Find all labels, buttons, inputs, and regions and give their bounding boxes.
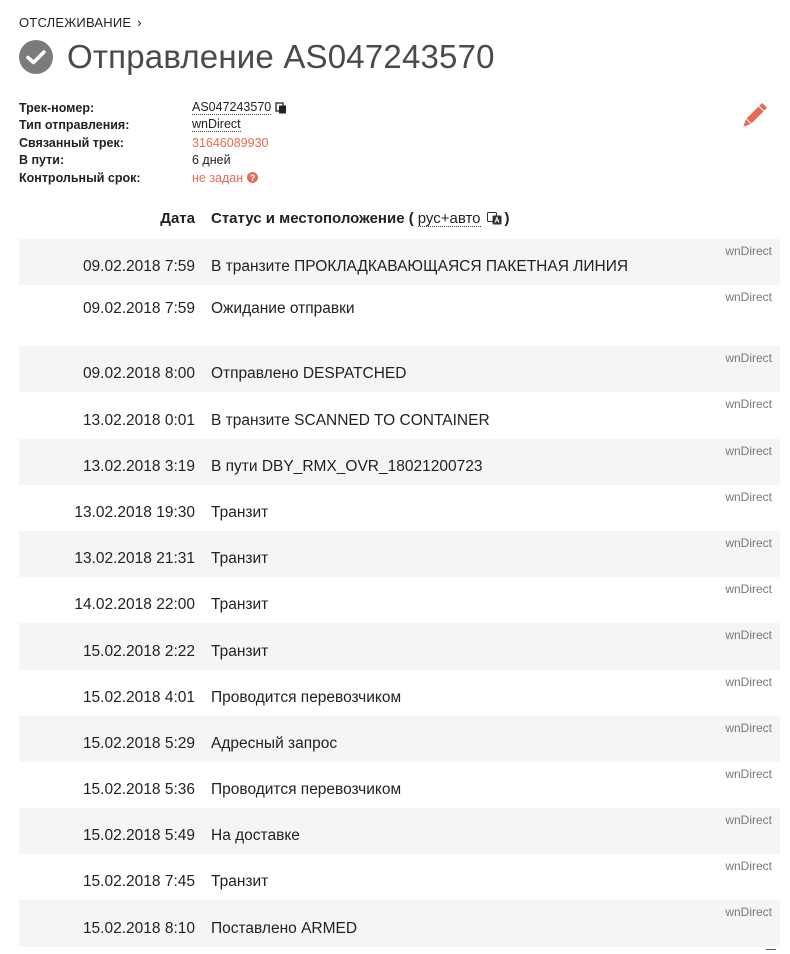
events-table-header	[19, 208, 780, 232]
related-track-link[interactable]: 31646089930	[192, 135, 269, 150]
event-status: Проводится перевозчиком	[211, 781, 402, 799]
event-row	[19, 392, 780, 438]
type-label: Тип отправления:	[19, 118, 130, 133]
event-status: Поставлено ARMED	[211, 919, 358, 937]
event-status: Проводится перевозчиком	[211, 688, 402, 706]
event-date: 13.02.2018 21:31	[74, 550, 195, 568]
event-carrier: wnDirect	[725, 397, 772, 412]
shipment-info	[19, 99, 287, 187]
event-date: 15.02.2018 2:22	[82, 642, 195, 660]
event-row	[19, 577, 780, 623]
date-column-header: Дата	[160, 210, 195, 227]
event-date: 09.02.2018 7:59	[82, 258, 195, 276]
event-row	[19, 439, 780, 485]
event-row	[19, 854, 780, 900]
event-status: Транзит	[211, 503, 269, 521]
event-row	[19, 623, 780, 669]
breadcrumb[interactable]	[19, 15, 142, 30]
event-status: Транзит	[211, 550, 269, 568]
event-carrier: wnDirect	[725, 859, 772, 874]
events-list	[19, 239, 780, 947]
event-date: 09.02.2018 8:00	[82, 365, 195, 383]
language-toggle[interactable]: рус+авто	[417, 209, 481, 227]
event-row	[19, 485, 780, 531]
event-date: 15.02.2018 5:29	[82, 734, 195, 752]
pencil-icon[interactable]	[738, 100, 770, 132]
translate-icon[interactable]	[487, 211, 502, 226]
event-status: В транзите ПРОКЛАДКАВАЮЩАЯСЯ ПАКЕТНАЯ ЛИНИЯ	[211, 258, 629, 276]
event-carrier: wnDirect	[725, 244, 772, 258]
info-row-transit	[19, 152, 287, 170]
related-label: Связанный трек:	[19, 135, 124, 150]
event-status: Транзит	[211, 873, 269, 891]
event-status: Ожидание отправки	[211, 300, 355, 318]
event-carrier: wnDirect	[725, 290, 772, 305]
event-row	[19, 716, 780, 762]
status-header-text: Статус и местоположение (	[211, 210, 414, 227]
event-carrier: wnDirect	[725, 905, 772, 920]
event-status: На доставке	[211, 827, 300, 845]
event-row	[19, 762, 780, 808]
copy-icon[interactable]	[275, 102, 287, 114]
event-date: 15.02.2018 5:36	[82, 781, 195, 799]
info-row-related	[19, 134, 287, 152]
event-date: 09.02.2018 7:59	[82, 300, 195, 318]
event-carrier: wnDirect	[725, 351, 772, 366]
check-circle-icon	[19, 40, 53, 74]
page-header	[19, 38, 495, 76]
status-header-close: )	[504, 210, 510, 227]
transit-value: 6 дней	[192, 153, 231, 168]
event-row	[19, 239, 780, 285]
deadline-label: Контрольный срок:	[19, 170, 141, 185]
event-row	[19, 531, 780, 577]
event-status: Адресный запрос	[211, 734, 338, 752]
event-row	[19, 808, 780, 854]
info-row-track	[19, 99, 287, 117]
breadcrumb-tracking[interactable]: ОТСЛЕЖИВАНИЕ	[19, 15, 132, 30]
event-date: 13.02.2018 3:19	[82, 457, 195, 475]
event-carrier: wnDirect	[725, 813, 772, 828]
event-date: 13.02.2018 0:01	[82, 411, 195, 429]
event-carrier: wnDirect	[725, 489, 772, 504]
type-value[interactable]: wnDirect	[192, 117, 241, 132]
event-row	[19, 285, 780, 346]
event-status: Отправлено DESPATCHED	[211, 365, 407, 383]
chevron-right-icon: ›	[137, 15, 142, 30]
event-carrier: wnDirect	[725, 674, 772, 689]
info-row-deadline	[19, 169, 287, 187]
track-value-wrap	[192, 101, 287, 115]
info-row-type	[19, 117, 287, 135]
event-status: В транзите SCANNED TO CONTAINER	[211, 411, 490, 429]
event-date: 15.02.2018 5:49	[82, 827, 195, 845]
event-carrier: wnDirect	[725, 720, 772, 735]
event-status: В пути DBY_RMX_OVR_18021200723	[211, 457, 483, 475]
track-label: Трек-номер:	[19, 100, 95, 115]
divider	[766, 949, 776, 950]
event-date: 14.02.2018 22:00	[74, 596, 195, 614]
event-status: Транзит	[211, 642, 269, 660]
event-carrier: wnDirect	[725, 628, 772, 643]
event-carrier: wnDirect	[725, 582, 772, 597]
event-status: Транзит	[211, 596, 269, 614]
question-circle-icon[interactable]: ?	[247, 172, 258, 183]
status-column-header	[211, 210, 510, 227]
event-row	[19, 346, 780, 392]
transit-label: В пути:	[19, 153, 65, 168]
event-date: 15.02.2018 7:45	[82, 873, 195, 891]
event-row	[19, 670, 780, 716]
page-title: Отправление AS047243570	[67, 38, 495, 75]
event-carrier: wnDirect	[725, 443, 772, 458]
event-carrier: wnDirect	[725, 766, 772, 781]
event-row	[19, 900, 780, 946]
event-date: 15.02.2018 4:01	[82, 688, 195, 706]
event-date: 13.02.2018 19:30	[74, 503, 195, 521]
deadline-value[interactable]: не задан	[192, 170, 244, 185]
event-date: 15.02.2018 8:10	[82, 919, 195, 937]
event-carrier: wnDirect	[725, 535, 772, 550]
track-number[interactable]: AS047243570	[192, 99, 272, 114]
